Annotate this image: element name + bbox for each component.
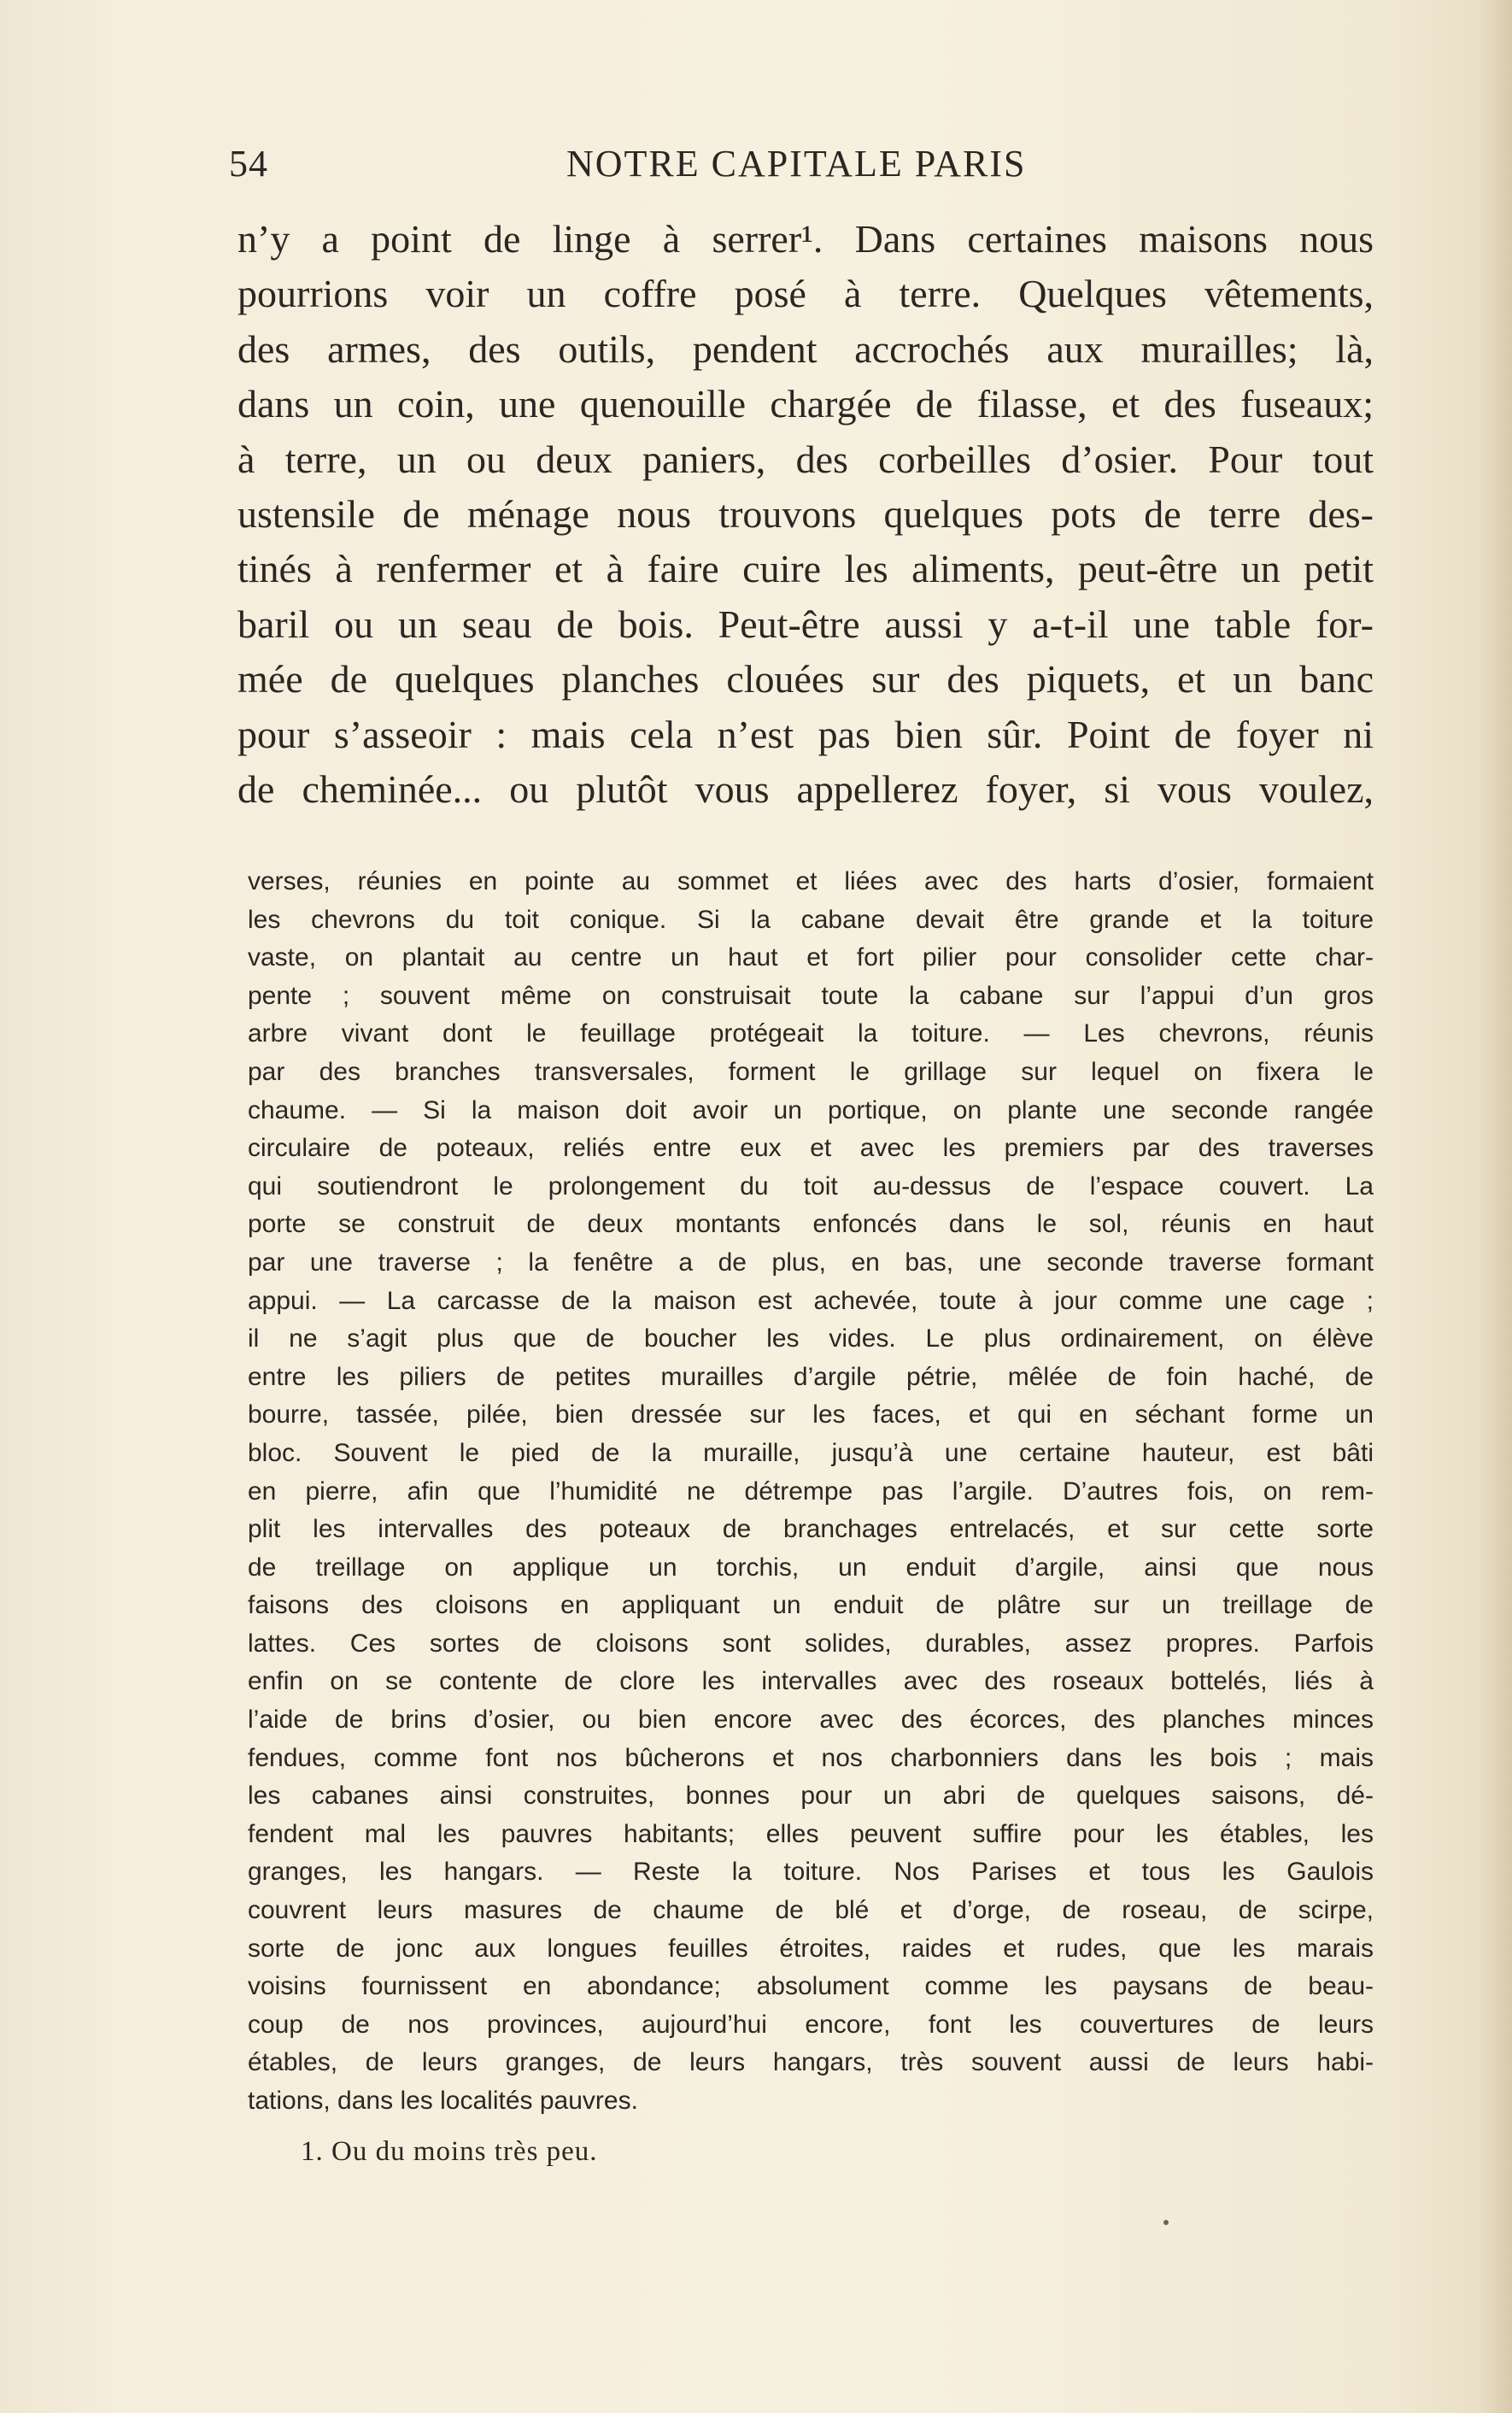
note-line: coup de nos provinces, aujourd’hui encore, font les couvertures de leurs	[248, 2010, 1374, 2039]
note-line: il ne s’agit plus que de boucher les vides. Le plus ordinairement, on élève	[248, 1324, 1374, 1353]
ink-speck	[1163, 2220, 1169, 2225]
main-line: tinés à renfermer et à faire cuire les aliments, peut-être un petit	[237, 547, 1374, 591]
note-line: les chevrons du toit conique. Si la cabane devait être grande et la toiture	[248, 905, 1374, 934]
main-line: pourrions voir un coffre posé à terre. Quelques vêtements,	[237, 272, 1374, 316]
note-line: voisins fournissent en abondance; absolument comme les paysans de beau-	[248, 1972, 1374, 2001]
page-number: 54	[229, 143, 268, 185]
note-line: circulaire de poteaux, reliés entre eux et avec les premiers par des traverses	[248, 1134, 1374, 1163]
note-line: vaste, on plantait au centre un haut et fort pilier pour consolider cette char-	[248, 943, 1374, 972]
note-line: lattes. Ces sortes de cloisons sont solides, durables, assez propres. Parfois	[248, 1629, 1374, 1658]
running-title: NOTRE CAPITALE PARIS	[566, 143, 1027, 185]
note-line: appui. — La carcasse de la maison est achevée, toute à jour comme une cage ;	[248, 1286, 1374, 1315]
note-line: verses, réunies en pointe au sommet et liées avec des harts d’osier, formaient	[248, 867, 1374, 895]
main-paragraph	[237, 212, 1374, 817]
main-line: mée de quelques planches clouées sur des piquets, et un banc	[237, 657, 1374, 702]
note-line: arbre vivant dont le feuillage protégeait la toiture. — Les chevrons, réunis	[248, 1019, 1374, 1048]
note-line: fendent mal les pauvres habitants; elles peuvent suffire pour les étables, les	[248, 1819, 1374, 1848]
footnote: 1. Ou du moins très peu.	[301, 2136, 598, 2167]
note-line: tations, dans les localités pauvres.	[248, 2087, 638, 2115]
note-line: sorte de jonc aux longues feuilles étroites, raides et rudes, que les marais	[248, 1934, 1374, 1963]
page-header	[229, 142, 1032, 193]
note-block	[248, 863, 1374, 2121]
note-line: porte se construit de deux montants enfoncés dans le sol, réunis en haut	[248, 1210, 1374, 1239]
main-line: ustensile de ménage nous trouvons quelques pots de terre des-	[237, 492, 1374, 537]
main-line: n’y a point de linge à serrer¹. Dans certaines maisons nous	[237, 217, 1374, 261]
main-line: pour s’asseoir : mais cela n’est pas bien sûr. Point de foyer ni	[237, 712, 1374, 756]
note-line: les cabanes ainsi construites, bonnes pour un abri de quelques saisons, dé-	[248, 1782, 1374, 1811]
main-line: à terre, un ou deux paniers, des corbeilles d’osier. Pour tout	[237, 437, 1374, 481]
note-line: granges, les hangars. — Reste la toiture. Nos Parises et tous les Gaulois	[248, 1858, 1374, 1887]
note-line: par des branches transversales, forment le grillage sur lequel on fixera le	[248, 1057, 1374, 1086]
note-line: par une traverse ; la fenêtre a de plus, en bas, une seconde traverse formant	[248, 1248, 1374, 1277]
page-gutter-shadow	[1478, 0, 1512, 2413]
main-line: de cheminée... ou plutôt vous appellerez foyer, si vous voulez,	[237, 767, 1374, 812]
note-line: étables, de leurs granges, de leurs hangars, très souvent aussi de leurs habi-	[248, 2048, 1374, 2077]
note-line: fendues, comme font nos bûcherons et nos charbonniers dans les bois ; mais	[248, 1743, 1374, 1772]
note-line: chaume. — Si la maison doit avoir un portique, on plante une seconde rangée	[248, 1095, 1374, 1124]
note-line: faisons des cloisons en appliquant un enduit de plâtre sur un treillage de	[248, 1591, 1374, 1620]
note-line: de treillage on applique un torchis, un enduit d’argile, ainsi que nous	[248, 1553, 1374, 1582]
note-line: en pierre, afin que l’humidité ne détrempe pas l’argile. D’autres fois, on rem-	[248, 1477, 1374, 1506]
main-line: dans un coin, une quenouille chargée de filasse, et des fuseaux;	[237, 382, 1374, 426]
main-line: des armes, des outils, pendent accrochés aux murailles; là,	[237, 326, 1374, 371]
main-line: baril ou un seau de bois. Peut-être aussi y a-t-il une table for-	[237, 602, 1374, 646]
note-line: bourre, tassée, pilée, bien dressée sur les faces, et qui en séchant forme un	[248, 1400, 1374, 1430]
note-line: plit les intervalles des poteaux de branchages entrelacés, et sur cette sorte	[248, 1515, 1374, 1544]
note-line: qui soutiendront le prolongement du toit au-dessus de l’espace couvert. La	[248, 1171, 1374, 1201]
note-line: l’aide de brins d’osier, ou bien encore avec des écorces, des planches minces	[248, 1706, 1374, 1735]
note-line: couvrent leurs masures de chaume de blé et d’orge, de roseau, de scirpe,	[248, 1896, 1374, 1925]
note-line: bloc. Souvent le pied de la muraille, jusqu’à une certaine hauteur, est bâti	[248, 1438, 1374, 1467]
note-line: enfin on se contente de clore les intervalles avec des roseaux bottelés, liés à	[248, 1667, 1374, 1696]
note-line: pente ; souvent même on construisait toute la cabane sur l’appui d’un gros	[248, 981, 1374, 1010]
note-line: entre les piliers de petites murailles d’argile pétrie, mêlée de foin haché, de	[248, 1362, 1374, 1391]
